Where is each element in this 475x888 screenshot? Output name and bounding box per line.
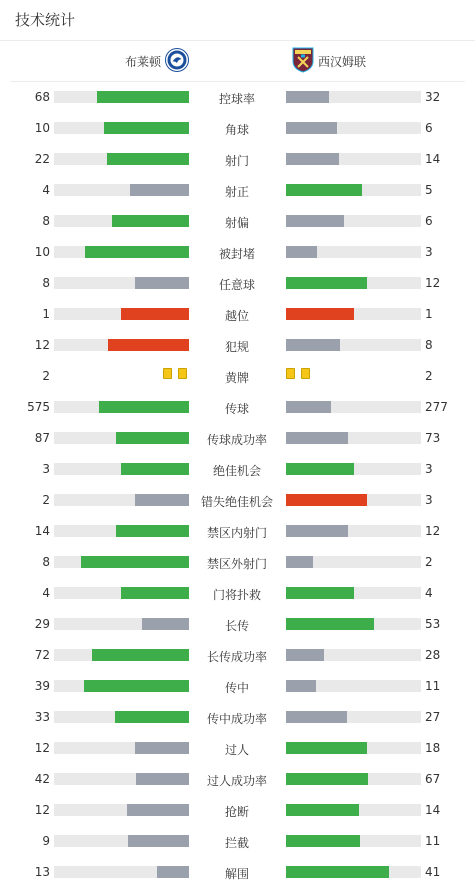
away-value: 5 [425,183,433,197]
home-bar-track [54,618,189,630]
home-value: 12 [34,803,50,817]
away-bar [286,711,347,723]
header-divider [0,40,475,41]
home-bar [135,277,189,289]
away-value: 73 [425,431,441,445]
home-value: 4 [42,586,50,600]
home-bar [81,556,189,568]
away-value: 4 [425,586,433,600]
away-bar-track [286,742,421,754]
away-bar [286,153,339,165]
stat-row [0,361,475,392]
away-bar-track [286,525,421,537]
stat-row [0,609,475,640]
stat-row [0,144,475,175]
away-bar-track [286,277,421,289]
west-ham-crest-icon [292,47,314,76]
away-value: 28 [425,648,441,662]
home-bar-track [54,308,189,320]
away-bar [286,463,354,475]
stat-label: 过人成功率 [206,774,267,788]
away-bar [286,680,316,692]
stat-label: 射偏 [224,216,249,230]
away-bar-track [286,432,421,444]
away-value: 27 [425,710,441,724]
stat-label: 过人 [224,743,249,757]
away-value: 3 [425,462,433,476]
stat-label: 被封堵 [218,247,255,261]
home-bar-track [54,184,189,196]
away-bar [286,649,324,661]
away-bar [286,91,329,103]
home-bar-track [54,494,189,506]
away-value: 12 [425,276,441,290]
stat-label: 抢断 [224,805,249,819]
stats-list [0,82,475,888]
home-value: 8 [42,276,50,290]
away-bar-track [286,804,421,816]
stat-row [0,733,475,764]
away-value: 2 [425,369,433,383]
away-bar-track [286,773,421,785]
stat-row [0,640,475,671]
away-bar [286,122,337,134]
stat-row [0,299,475,330]
home-value: 575 [27,400,50,414]
away-value: 6 [425,121,433,135]
away-team-name: 西汉姆联 [318,54,367,69]
home-team[interactable] [125,49,189,73]
stat-row [0,113,475,144]
stat-label: 绝佳机会 [212,464,261,478]
home-value: 87 [34,431,50,445]
stat-label: 射门 [224,154,249,168]
away-bar [286,804,359,816]
home-bar [135,494,189,506]
away-bar-track [286,246,421,258]
stat-label: 长传 [224,619,249,633]
away-bar [286,184,362,196]
home-value: 10 [34,245,50,259]
yellow-card-icon [163,368,172,379]
away-team[interactable] [292,49,366,73]
home-bar-track [54,122,189,134]
away-bar [286,618,374,630]
away-bar-track [286,587,421,599]
stat-row [0,423,475,454]
away-bar-track [286,122,421,134]
home-bar [135,742,189,754]
away-value: 53 [425,617,441,631]
stat-label: 传中 [224,681,249,695]
home-value: 1 [42,307,50,321]
stat-label: 禁区外射门 [206,557,267,571]
home-value: 14 [34,524,50,538]
home-bar [116,525,189,537]
home-bar [142,618,189,630]
home-value: 8 [42,555,50,569]
home-bar [127,804,189,816]
away-value: 32 [425,90,441,104]
away-value: 18 [425,741,441,755]
home-bar [121,587,189,599]
home-bar-track [54,680,189,692]
away-value: 3 [425,493,433,507]
stat-row [0,795,475,826]
home-bar-track [54,91,189,103]
stat-label: 任意球 [218,278,255,292]
home-bar [85,246,189,258]
away-bar [286,494,367,506]
away-bar [286,773,368,785]
home-value: 22 [34,152,50,166]
stat-label: 黄牌 [224,371,249,385]
away-value: 12 [425,524,441,538]
away-bar-track [286,463,421,475]
away-bar-track [286,153,421,165]
home-value: 39 [34,679,50,693]
away-value: 3 [425,245,433,259]
stat-label: 错失绝佳机会 [200,495,273,509]
home-bar-track [54,835,189,847]
home-bar [121,463,189,475]
stat-label: 控球率 [218,92,255,106]
stat-label: 传球成功率 [206,433,267,447]
home-bar-track [54,339,189,351]
home-bar [130,184,189,196]
home-bar-track [54,401,189,413]
away-bar-track [286,649,421,661]
away-bar-track [286,866,421,878]
away-bar-track [286,184,421,196]
away-bar-track [286,618,421,630]
away-bar [286,525,348,537]
away-bar [286,339,340,351]
home-value: 4 [42,183,50,197]
home-bar-track [54,742,189,754]
home-bar [92,649,189,661]
away-bar-track [286,339,421,351]
stat-row [0,392,475,423]
home-value: 29 [34,617,50,631]
home-value: 2 [42,493,50,507]
stat-row [0,671,475,702]
home-value: 12 [34,741,50,755]
stat-row [0,578,475,609]
away-bar-track [286,308,421,320]
away-bar [286,742,367,754]
stat-row [0,175,475,206]
home-value: 33 [34,710,50,724]
away-bar-track [286,556,421,568]
away-value: 277 [425,400,448,414]
home-value: 2 [42,369,50,383]
home-value: 10 [34,121,50,135]
stat-row [0,702,475,733]
home-bar-track [54,432,189,444]
stat-row [0,826,475,857]
home-bar-track [54,215,189,227]
away-value: 41 [425,865,441,879]
stat-label: 解围 [224,867,249,881]
home-bar [84,680,189,692]
home-bar [108,339,189,351]
home-bar-track [54,246,189,258]
stat-label: 射正 [224,185,249,199]
home-bar [136,773,189,785]
stat-row [0,547,475,578]
home-bar [112,215,189,227]
stat-row [0,516,475,547]
stat-row [0,82,475,113]
home-value: 13 [34,865,50,879]
home-bar-track [54,711,189,723]
home-value: 12 [34,338,50,352]
home-bar-track [54,463,189,475]
away-value: 11 [425,834,441,848]
home-bar [99,401,189,413]
stat-row [0,857,475,888]
home-bar-track [54,556,189,568]
away-value: 14 [425,152,441,166]
home-value: 9 [42,834,50,848]
away-bar-track [286,494,421,506]
away-value: 11 [425,679,441,693]
stat-label: 越位 [224,309,249,323]
home-bar [115,711,189,723]
home-value: 72 [34,648,50,662]
home-bar-track [54,649,189,661]
away-bar-track [286,711,421,723]
home-bar [107,153,189,165]
away-bar [286,432,348,444]
yellow-card-icon [178,368,187,379]
home-bar [116,432,189,444]
home-bar [104,122,189,134]
stat-row [0,764,475,795]
stat-label: 拦截 [224,836,249,850]
home-bar-track [54,153,189,165]
away-value: 67 [425,772,441,786]
away-bar [286,277,367,289]
away-bar [286,246,317,258]
home-bar-track [54,804,189,816]
away-bar-track [286,680,421,692]
home-bar [157,866,189,878]
away-value: 2 [425,555,433,569]
home-bar-track [54,773,189,785]
stat-row [0,454,475,485]
stat-label: 角球 [224,123,249,137]
stat-row [0,268,475,299]
away-bar-track [286,401,421,413]
away-bar [286,308,354,320]
stat-row [0,237,475,268]
away-bar-track [286,215,421,227]
stat-label: 门将扑救 [212,588,261,602]
stat-label: 长传成功率 [206,650,267,664]
stat-label: 传中成功率 [206,712,267,726]
brighton-crest-icon [165,48,189,75]
home-value: 8 [42,214,50,228]
away-bar-track [286,91,421,103]
home-team-name: 布莱顿 [124,54,161,69]
home-value: 3 [42,462,50,476]
yellow-card-icon [301,368,310,379]
home-bar [97,91,189,103]
home-value: 68 [34,90,50,104]
home-bar-track [54,525,189,537]
away-bar [286,835,360,847]
stat-label: 传球 [224,402,249,416]
stat-label: 犯规 [224,340,249,354]
page-title: 技术统计 [15,11,76,29]
yellow-card-icon [286,368,295,379]
away-bar [286,587,354,599]
stat-row [0,330,475,361]
stat-row [0,206,475,237]
stat-row [0,485,475,516]
stat-label: 禁区内射门 [206,526,267,540]
home-bar [128,835,189,847]
away-value: 6 [425,214,433,228]
away-bar [286,556,313,568]
away-bar [286,866,389,878]
home-bar-track [54,866,189,878]
home-bar-track [54,587,189,599]
home-value: 42 [34,772,50,786]
away-bar [286,215,344,227]
home-bar-track [54,277,189,289]
away-bar-track [286,835,421,847]
away-value: 8 [425,338,433,352]
away-value: 1 [425,307,433,321]
home-bar [121,308,189,320]
away-bar [286,401,331,413]
away-value: 14 [425,803,441,817]
